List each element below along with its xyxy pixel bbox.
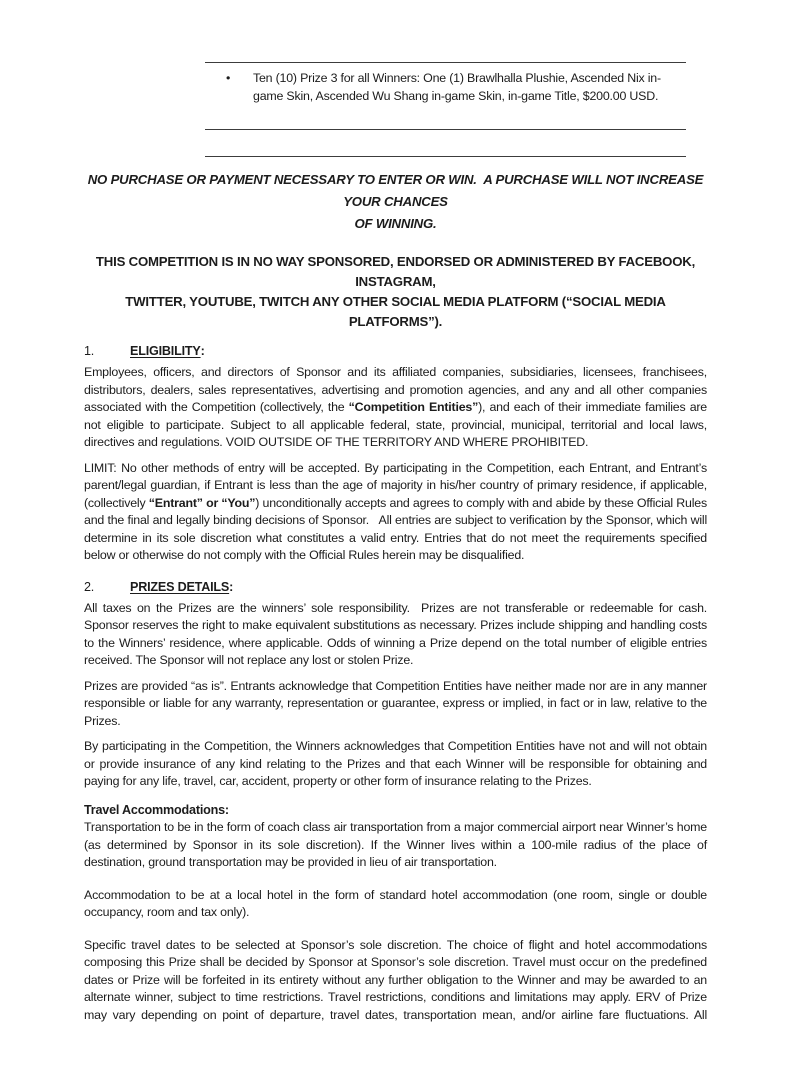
prize-table-fragment [205,62,686,157]
prize-list-item [205,63,686,129]
document-page [0,62,791,1086]
paragraph-transportation: Transportation to be in the form of coach class air transportation from a major commercial airport near Winner’s home (as determined by Sponsor in its sole discretion). If the Winner lives within a 100-mile radius of the place of destination, ground transportation may be provided in lieu of air transportation. [84,820,707,869]
notice-line: TWITTER, YOUTUBE, TWITCH ANY OTHER SOCIAL MEDIA PLATFORM (“SOCIAL MEDIA PLATFORMS”). [125,294,666,329]
section-number: 1. [84,344,95,358]
paragraph-limit: LIMIT: No other methods of entry will be accepted. By participating in the Competition, each Entrant, and Entrant’s parent/legal guardian, if Entrant is less than the age of majority in his/her country of primary residence, if applicable, (collectively “Entrant” or “You”) unconditionally accepts and agrees to comply with and abide by these Official Rules and the final and legally binding decisions of Sponsor. All entries are subject to verification by the Sponsor, which will determine in its sole discretion what constitutes a valid entry. Entries that do not meet the requirements specified below or otherwise do not comply with the Official Rules herein may be disqualified. [84,460,707,562]
paragraph-insurance: By participating in the Competition, the Winners acknowledges that Competition Entities have not and will not obtain or provide insurance of any kind relating to the Prizes and that each Winner will be responsible for obtaining and paying for any life, travel, car, accident, property or other form of insurance relating to the Prizes. [84,739,707,788]
prize-item-text: Ten (10) Prize 3 for all Winners: One (1) Brawlhalla Plushie, Ascended Nix in-game Skin, Ascended Wu Shang in-game Skin, in-game Title, $200.00 USD. [253,71,661,103]
paragraph-eligibility: Employees, officers, and directors of Sponsor and its affiliated companies, subsidiaries, licensees, franchisees, distributors, dealers, sales representatives, advertising and promotion agencies, and any and all other companies associated with the Competition (collectively, the “Competition Entities”), and each of their immediate families are not eligible to participate. Subject to all applicable federal, state, provincial, municipal, territorial and local laws, directives and regulations. VOID OUTSIDE OF THE TERRITORY AND WHERE PROHIBITED. [84,365,707,449]
notice-line: THIS COMPETITION IS IN NO WAY SPONSORED, ENDORSED OR ADMINISTERED BY FACEBOOK, INSTAGRAM, [95,254,696,289]
section-title-colon: : [200,344,205,358]
notice-line: OF WINNING. [354,216,437,231]
document-body [84,169,707,1024]
section-number: 2. [84,579,95,594]
section-title: PRIZES DETAILS [130,579,230,594]
section-heading-eligibility [84,344,707,358]
bullet-marker: • [226,71,231,85]
section-title: ELIGIBILITY [130,344,201,358]
empty-table-row [205,130,686,156]
paragraph-as-is: Prizes are provided “as is”. Entrants acknowledge that Competition Entities have neither made nor are in any manner responsible or liable for any warranty, representation or guarantee, express or implied, in fact or in law, relative to the Prizes. [84,678,707,728]
social-media-notice [84,252,707,332]
no-purchase-notice [84,169,707,235]
section-title-colon: : [229,579,234,594]
section-heading-prizes [84,580,707,594]
notice-line: NO PURCHASE OR PAYMENT NECESSARY TO ENTER OR WIN. A PURCHASE WILL NOT INCREASE YOUR CHANCES [87,172,704,209]
table-border-line-bottom [205,156,686,157]
paragraph-travel-dates: Specific travel dates to be selected at Sponsor’s sole discretion. The choice of flight and hotel accommodations composing this Prize shall be decided by Sponsor at Sponsor’s sole discretion. Travel must occur on the predefined dates or Prize will be forfeited in its entirety without any further obligation to the Winner and may be awarded to an alternate winner, subject to time restrictions. Travel restrictions, conditions and limitations may apply. ERV of Prize may vary depending on point of departure, travel dates, transportation mean, and/or airline fare fluctuations. All [84,937,707,1022]
paragraph-taxes: All taxes on the Prizes are the winners’ sole responsibility. Prizes are not transferable or redeemable for cash. Sponsor reserves the right to make equivalent substitutions as necessary. Prizes include shipping and handling costs to the Winners’ residence, where applicable. Odds of winning a Prize depend on the total number of eligible entries received. The Sponsor will not replace any lost or stolen Prize. [84,600,707,667]
paragraph-accommodation: Accommodation to be at a local hotel in the form of standard hotel accommodation (one room, single or double occupancy, room and tax only). [84,887,707,919]
travel-accommodations-heading: Travel Accommodations: [84,802,229,817]
